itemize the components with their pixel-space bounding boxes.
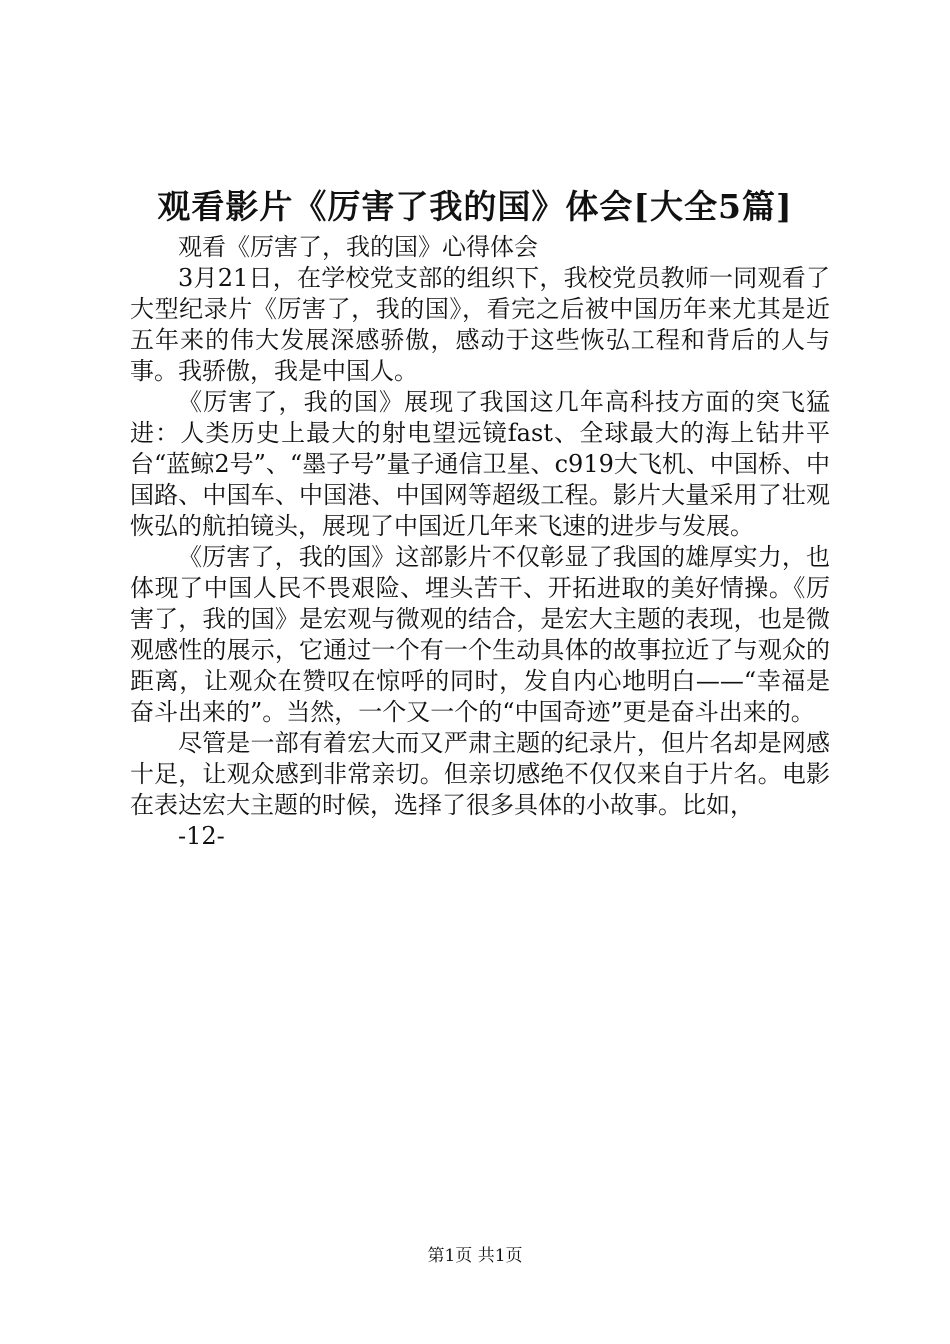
paragraph-4: 尽管是一部有着宏大而又严肃主题的纪录片，但片名却是网感十足，让观众感到非常亲切。但亲切感绝不仅仅来自于片名。电影在表达宏大主题的时候，选择了很多具体的小故事。比如，	[130, 729, 830, 819]
page-footer: 第1页 共1页	[427, 1246, 523, 1266]
document-body	[130, 232, 830, 852]
document-subtitle: 观看《厉害了，我的国》心得体会	[178, 233, 538, 261]
paragraph-2: 《厉害了，我的国》展现了我国这几年高科技方面的突飞猛进：人类历史上最大的射电望远镜fast、全球最大的海上钻井平台“蓝鲸2号”、“墨子号”量子通信卫星、c919大飞机、中国桥、中国路、中国车、中国港、中国网等超级工程。影片大量采用了壮观恢弘的航拍镜头，展现了中国近几年来飞速的进步与发展。	[130, 388, 830, 540]
page-marker: -12-	[178, 822, 225, 850]
document-title: 观看影片《厉害了我的国》体会[大全5篇]	[157, 187, 793, 226]
paragraph-1: 3月21日，在学校党支部的组织下，我校党员教师一同观看了大型纪录片《厉害了，我的国》，看完之后被中国历年来尤其是近五年来的伟大发展深感骄傲，感动于这些恢弘工程和背后的人与事。我骄傲，我是中国人。	[130, 264, 830, 385]
paragraph-3: 《厉害了，我的国》这部影片不仅彰显了我国的雄厚实力，也体现了中国人民不畏艰险、埋头苦干、开拓进取的美好情操。《厉害了，我的国》是宏观与微观的结合，是宏大主题的表现，也是微观感性的展示，它通过一个有一个生动具体的故事拉近了与观众的距离，让观众在赞叹在惊呼的同时，发自内心地明白——“幸福是奋斗出来的”。当然，一个又一个的“中国奇迹”更是奋斗出来的。	[130, 543, 830, 726]
